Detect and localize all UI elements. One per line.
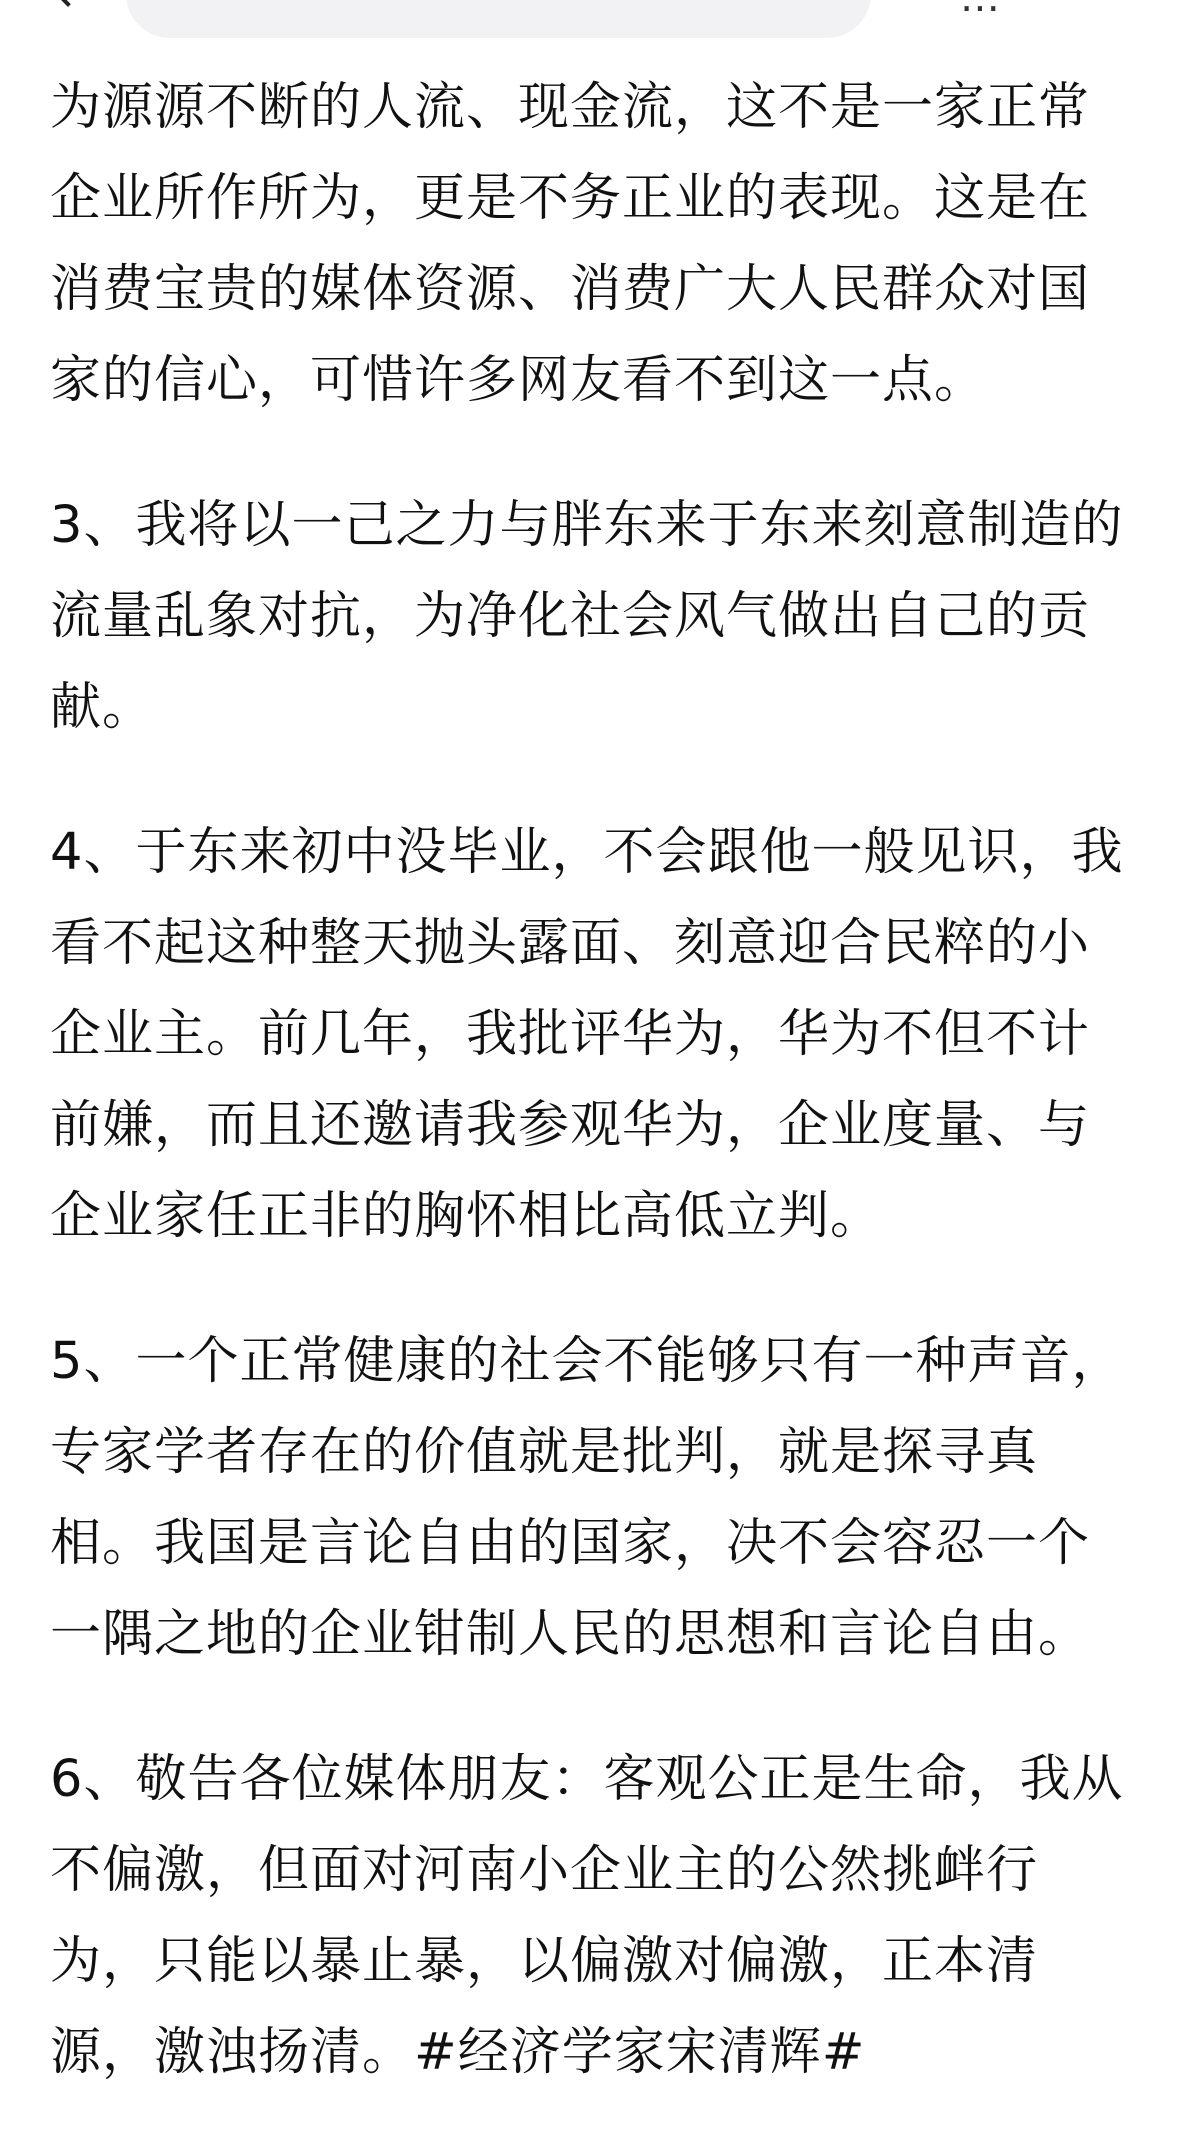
back-chevron-icon[interactable] bbox=[51, 0, 85, 7]
post-paragraph-3: 3、我将以一己之力与胖东来于东来刻意制造的流量乱象对抗，为净化社会风气做出自己的贡献。 bbox=[50, 496, 1124, 737]
post-paragraph-6: 6、敬告各位媒体朋友：客观公正是生命，我从不偏激，但面对河南小企业主的公然挑衅行为，只能以暴止暴，以偏激对偏激，正本清源，激浊扬清。#经济学家宋清辉# bbox=[50, 1750, 1124, 2082]
top-navigation-bar bbox=[0, 0, 1179, 40]
search-input[interactable] bbox=[126, 0, 871, 38]
post-paragraph-continued: 为源源不断的人流、现金流，这不是一家正常企业所作所为，更是不务正业的表现。这是在消费宝贵的媒体资源、消费广大人民群众对国家的信心，可惜许多网友看不到这一点。 bbox=[50, 78, 1091, 410]
post-body bbox=[50, 62, 1130, 2152]
more-icon[interactable]: ⋯ bbox=[960, 0, 1000, 31]
post-paragraph-4: 4、于东来初中没毕业，不会跟他一般见识，我看不起这种整天抛头露面、刻意迎合民粹的小企业主。前几年，我批评华为，华为不但不计前嫌，而且还邀请我参观华为，企业度量、与企业家任正非的胸怀相比高低立判。 bbox=[50, 823, 1124, 1246]
post-paragraph-5: 5、一个正常健康的社会不能够只有一种声音，专家学者存在的价值就是批判，就是探寻真相。我国是言论自由的国家，决不会容忍一个一隅之地的企业钳制人民的思想和言论自由。 bbox=[50, 1332, 1124, 1664]
